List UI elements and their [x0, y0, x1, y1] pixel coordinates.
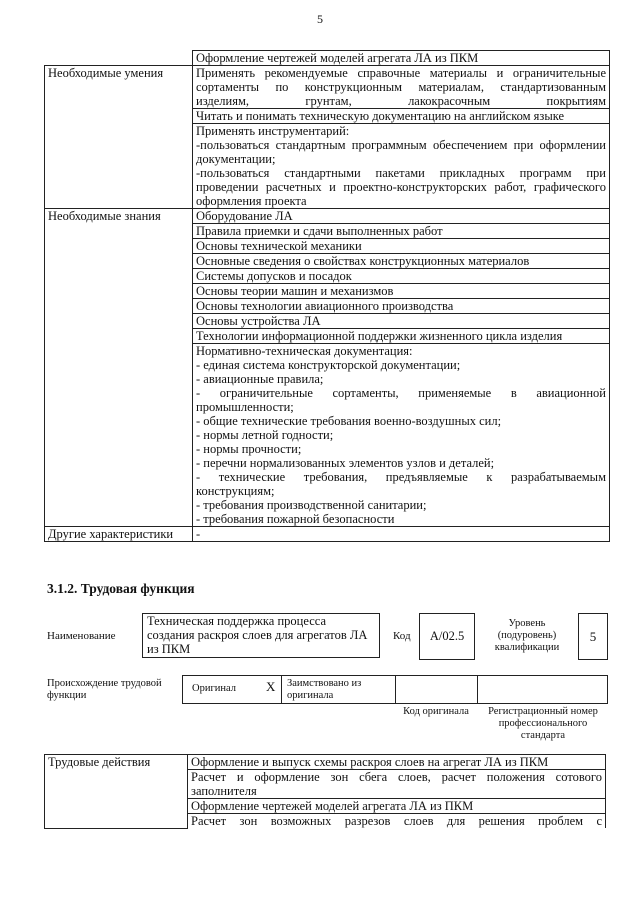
table-cell: Оформление чертежей моделей агрегата ЛА из ПКМ [193, 51, 610, 66]
table-row [45, 209, 610, 224]
table-cell: Основы устройства ЛА [193, 314, 610, 329]
name-label: Наименование [47, 630, 116, 642]
table-cell: Технологии информационной поддержки жизненного цикла изделия [193, 329, 610, 344]
original-label: Оригинал [192, 683, 236, 694]
table-cell: Нормативно-техническая документация: - единая система конструкторской документации; - авиационные правила; - ограничительные сортаменты, применяемые в авиационной промышленности; - общие технические требования военно-воздушных сил; - нормы летной годности; - нормы прочности; - перечни нормализованных элементов узлов и деталей; - технические требования, предъявляемые к разрабатываемым конструкциям; - требования производственной санитарии; - требования пожарной безопасности [193, 344, 610, 527]
table-cell: Применять инструментарий: -пользоваться стандартным программным обеспечением при оформлении документации; -пользоваться стандартными пакетами прикладных программ при проведении расчетных и проектно-конструкторских работ, графического оформления проекта [193, 124, 610, 209]
skills-knowledge-table [44, 50, 610, 542]
table-cell: - [193, 527, 610, 542]
table-cell: Основные сведения о свойствах конструкционных материалов [193, 254, 610, 269]
labor-actions-table [44, 754, 606, 829]
table-row [45, 51, 610, 66]
table-cell: Оформление и выпуск схемы раскроя слоев на агрегат ЛА из ПКМ [188, 755, 606, 770]
table-row [45, 755, 606, 770]
row-label-other: Другие характеристики [45, 527, 193, 542]
divider [477, 675, 478, 703]
row-label-knowledge: Необходимые знания [45, 209, 193, 527]
code-label: Код [393, 630, 411, 642]
code-original-label: Код оригинала [403, 706, 469, 717]
table-cell: Оформление чертежей моделей агрегата ЛА из ПКМ [188, 799, 606, 814]
level-value-box: 5 [578, 613, 608, 660]
original-mark: X [266, 679, 276, 694]
function-code-box: А/02.5 [419, 613, 475, 660]
origin-label: Происхождение трудовой функции [47, 678, 162, 701]
row-label-skills: Необходимые умения [45, 66, 193, 209]
table-cell: Основы технической механики [193, 239, 610, 254]
section-heading: 3.1.2. Трудовая функция [47, 581, 195, 596]
table-cell: Применять рекомендуемые справочные материалы и ограничительные сортаменты по конструкционным материалам, стандартизованным изделиям, грунтам, лакокрасочным покрытиям [193, 66, 610, 109]
table-cell: Системы допусков и посадок [193, 269, 610, 284]
borrowed-label: Заимствовано из оригинала [287, 678, 362, 701]
table-row [45, 66, 610, 109]
table-cell: Основы теории машин и механизмов [193, 284, 610, 299]
row-label-actions: Трудовые действия [45, 755, 188, 829]
table-cell: Расчет и оформление зон сбега слоев, расчет положения сотового заполнителя [188, 770, 606, 799]
level-label: Уровень (подуровень) квалификации [494, 618, 560, 653]
page-number: 5 [317, 12, 323, 26]
table-cell: Читать и понимать техническую документацию на английском языке [193, 109, 610, 124]
table-cell: Правила приемки и сдачи выполненных работ [193, 224, 610, 239]
table-cell: Оборудование ЛА [193, 209, 610, 224]
divider [395, 675, 396, 703]
reg-number-label: Регистрационный номер профессионального стандарта [488, 706, 598, 741]
divider [281, 675, 282, 703]
table-row [45, 527, 610, 542]
table-cell: Расчет зон возможных разрезов слоев для решения проблем с [188, 814, 606, 829]
table-cell: Основы технологии авиационного производства [193, 299, 610, 314]
function-name-box: Техническая поддержка процесса создания раскроя слоев для агрегатов ЛА из ПКМ [142, 613, 380, 658]
